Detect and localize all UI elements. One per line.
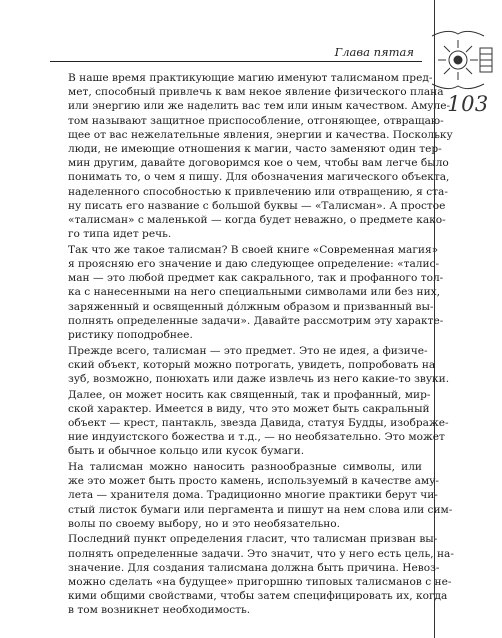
text-line: заряженный и освященный дóлжным образом и призванный вы- (68, 300, 434, 313)
header-rule (50, 61, 422, 62)
text-line: стый листок бумаги или пергамента и пишут на нем слова или сим- (68, 503, 453, 516)
paragraph (50, 243, 444, 342)
text-line: или энергию или же наделить вас тем или иным качеством. Амуле- (68, 100, 451, 113)
page-number: 103 (447, 92, 489, 116)
text-line: На талисман можно наносить разнообразные символы, или (68, 461, 422, 474)
text-line: Так что же такое талисман? В своей книге «Современная магия» (68, 243, 439, 256)
running-header (50, 18, 422, 62)
paragraph (50, 344, 450, 387)
text-line: щее от вас нежелательные явления, энергии и качества. Поскольку (68, 128, 453, 141)
text-line: В наше время практикующие магию именуют талисманом пред- (68, 72, 433, 84)
text-line: ман — это любой предмет как сакрального, так и профанного тол- (68, 272, 444, 285)
text-line: кими общими свойствами, чтобы затем специфицировать их, когда (68, 590, 448, 603)
text-line: волы по своему выбору, но и это необязательно. (68, 517, 341, 530)
text-line: ской характер. Имеется в виду, что это может быть сакральный (68, 402, 430, 415)
text-line: быть и обычное кольцо или кусок бумаги. (68, 445, 305, 458)
text-line: полнять определенные задачи. Это значит, что у него есть цель, на- (68, 547, 454, 560)
text-line: лета — хранителя дома. Традиционно многие практики берут чи- (68, 489, 438, 502)
text-line: я проясняю его значение и даю следующее определение: «талис- (68, 258, 440, 271)
text-line: Далее, он может носить как священный, так и профанный, мир- (68, 388, 431, 401)
text-line: ние индуистского божества и т.д., — но необязательно. Это может (68, 431, 445, 444)
text-line: Прежде всего, талисман — это предмет. Это не идея, а физиче- (68, 344, 428, 357)
text-line: можно сделать «на будущее» пригоршню типовых талисманов с не- (68, 576, 452, 589)
paragraph (50, 71, 453, 241)
text-line: том называют защитное приспособление, отгоняющее, отвращаю- (68, 114, 444, 127)
text-line: в том возникнет необходимость. (68, 604, 251, 617)
paragraph (50, 460, 453, 531)
text-line: же это может быть просто камень, используемый в качестве аму- (68, 475, 439, 488)
text-line: ну писать его название с большой буквы — «Талисман». А простое (68, 199, 446, 212)
text-line: значение. Для создания талисмана должна быть причина. Невоз- (68, 561, 440, 574)
body-text (50, 71, 454, 619)
chapter-title: Глава пятая (334, 45, 414, 59)
text-line: зуб, возможно, понюхать или даже извлечь из него какие-то звуки. (68, 373, 450, 386)
text-line: го типа идет речь. (68, 228, 172, 241)
text-line: «талисман» с маленькой — когда будет неважно, о предмете како- (68, 214, 446, 227)
text-line: ристику поподробнее. (68, 329, 193, 342)
text-line: полнять определенные задачи». Давайте рассмотрим эту характе- (68, 314, 444, 327)
text-line: ский объект, который можно потрогать, увидеть, попробовать на (68, 358, 436, 371)
text-line: понимать то, о чем я пишу. Для обозначения магического объекта, (68, 171, 450, 184)
text-line: мин другим, давайте договоримся кое о чем, чтобы вам легче было (68, 157, 449, 170)
paragraph (50, 388, 449, 459)
text-line: люди, не имеющие отношения к магии, часто заменяют один тер- (68, 143, 442, 156)
text-line: ка с нанесенными на него специальными символами или без них, (68, 286, 440, 299)
text-line: Последний пункт определения гласит, что талисман призван вы- (68, 533, 438, 546)
text-line: мет, способный привлечь к вам некое явление физического плана (68, 86, 444, 99)
text-line: объект — крест, пантакль, звезда Давида, статуя Будды, изображе- (68, 417, 449, 430)
paragraph (50, 532, 454, 617)
text-line: наделенного способностью к привлечению или отвращению, я ста- (68, 185, 448, 198)
